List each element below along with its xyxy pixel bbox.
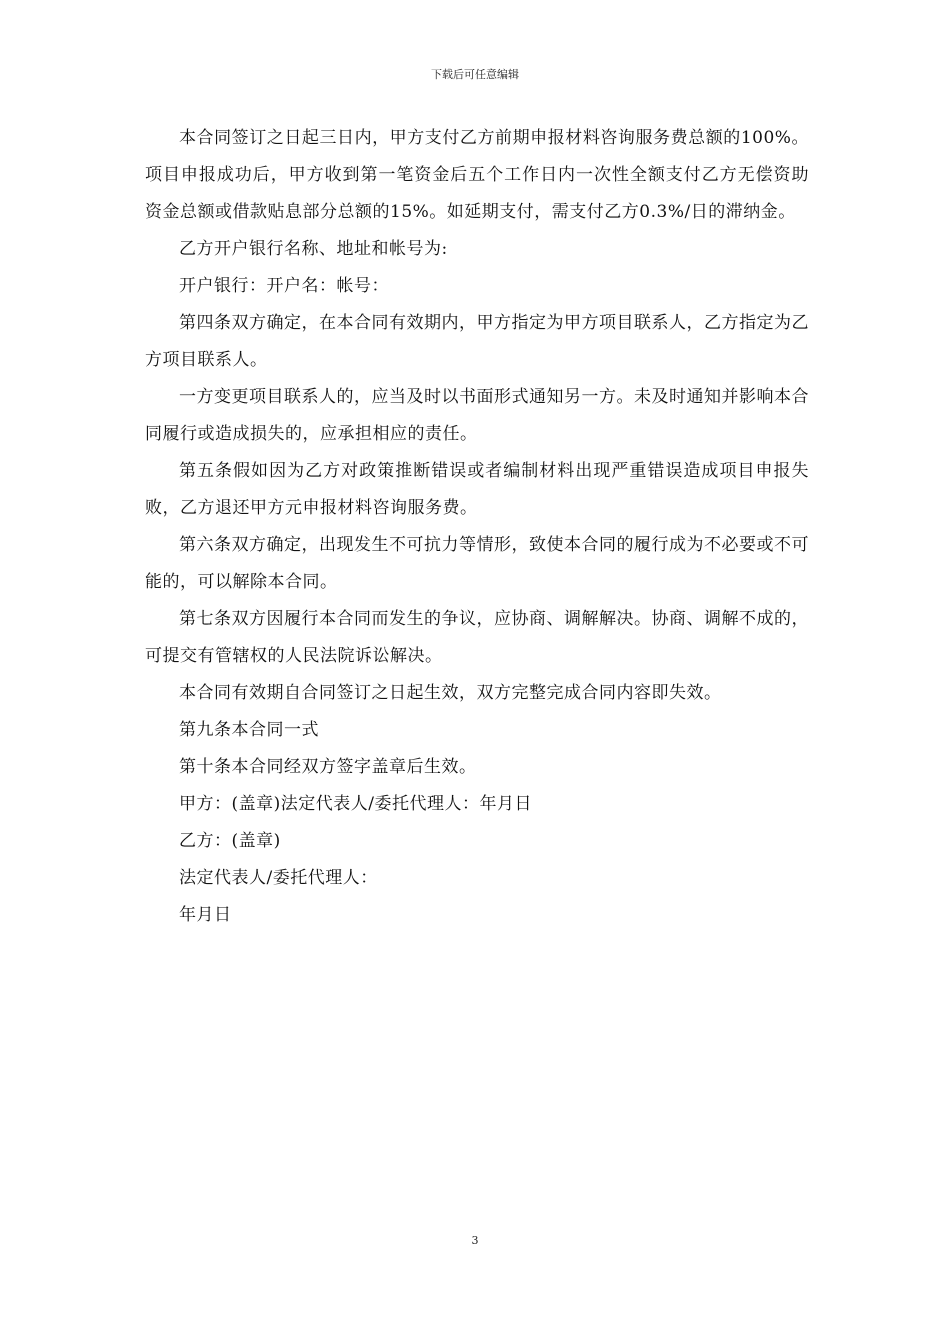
bank-account-line: 开户银行：开户名：帐号：: [179, 276, 389, 296]
article-4-paragraph: 第四条双方确定，在本合同有效期内，甲方指定为甲方项目联系人，乙方指定为乙方项目联系人。: [145, 313, 809, 370]
page-header: 下载后可任意编辑: [431, 68, 519, 81]
article-7-paragraph: 第七条双方因履行本合同而发生的争议，应协商、调解解决。协商、调解不成的，可提交有管辖权的人民法院诉讼解决。: [145, 609, 809, 666]
party-a-signature-line: 甲方：(盖章)法定代表人/委托代理人：年月日: [179, 794, 532, 814]
validity-paragraph: 本合同有效期自合同签订之日起生效，双方完整完成合同内容即失效。: [179, 683, 722, 703]
article-6-paragraph: 第六条双方确定，出现发生不可抗力等情形，致使本合同的履行成为不必要或不可能的，可以解除本合同。: [145, 535, 809, 592]
article-9-paragraph: 第九条本合同一式: [179, 720, 319, 740]
contact-change-paragraph: 一方变更项目联系人的，应当及时以书面形式通知另一方。未及时通知并影响本合同履行或造成损失的，应承担相应的责任。: [145, 387, 809, 444]
payment-terms-paragraph: 本合同签订之日起三日内，甲方支付乙方前期申报材料咨询服务费总额的100%。项目申报成功后，甲方收到第一笔资金后五个工作日内一次性全额支付乙方无偿资助资金总额或借款贴息部分总额的15%。如延期支付，需支付乙方0.3%/日的滞纳金。: [145, 128, 809, 222]
document-body: [145, 120, 809, 934]
party-b-seal-line: 乙方：(盖章): [179, 831, 281, 851]
article-10-paragraph: 第十条本合同经双方签字盖章后生效。: [179, 757, 477, 777]
bank-info-intro: 乙方开户银行名称、地址和帐号为:: [179, 239, 448, 259]
page-number: 3: [471, 1234, 479, 1247]
party-b-representative-line: 法定代表人/委托代理人：: [179, 868, 378, 888]
party-b-date-line: 年月日: [179, 905, 232, 925]
article-5-paragraph: 第五条假如因为乙方对政策推断错误或者编制材料出现严重错误造成项目申报失败，乙方退还甲方元申报材料咨询服务费。: [145, 461, 809, 518]
